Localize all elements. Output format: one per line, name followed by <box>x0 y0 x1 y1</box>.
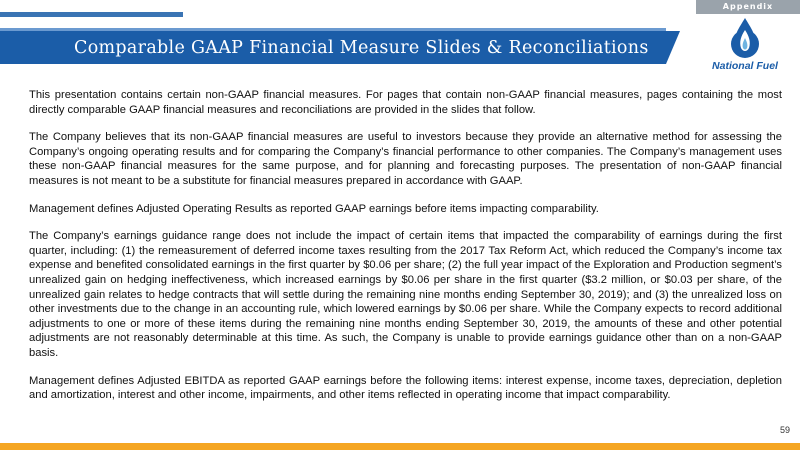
company-logo <box>705 16 785 74</box>
title-bar <box>0 31 666 64</box>
paragraph-earnings-guidance: The Company’s earnings guidance range does not include the impact of certain items that impacted the comparability of earnings during the first quarter, including: (1) the remeasurement of deferred income taxes resulting from the 2017 Tax Reform Act, which reduced the Company’s income tax expense and benefited consolidated earnings in the first quarter by $0.06 per share; (2) the full year impact of the Exploration and Production segment’s unrealized gain on hedging ineffectiveness, which increased earnings by $0.06 per share in the first quarter ($3.2 million, or $0.03 per share, of the unrealized gain relates to hedge contracts that will settle during the remaining nine months ending September 30, 2019); and (3) the unrealized loss on other investments due to the change in an accounting rule, which lowered earnings by $0.06 per share. While the Company expects to record additional adjustments to one or more of these items during the remaining nine months ending September 30, 2019, the amounts of these and other potential adjustments are not reasonably determinable at this time. As such, the Company is unable to provide earnings guidance other than on a non-GAAP basis. <box>29 230 782 359</box>
slide-title: Comparable GAAP Financial Measure Slides & Reconciliations <box>74 38 649 58</box>
page-number: 59 <box>779 425 790 435</box>
appendix-tab: Appendix <box>696 0 800 14</box>
bottom-accent-bar <box>0 443 800 450</box>
paragraph-adjusted-ebitda: Management defines Adjusted EBITDA as reported GAAP earnings before the following items: interest expense, income taxes, depreciation, depletion and amortization, interest and other income, impairments, and other items reflected in operating income that impact comparability. <box>29 374 782 402</box>
paragraph-intro: This presentation contains certain non-GAAP financial measures. For pages that contain non-GAAP financial measures, pages containing the most directly comparable GAAP financial measures and reconciliations are provided in the slides that follow. <box>29 89 782 116</box>
paragraph-adjusted-operating-results: Management defines Adjusted Operating Results as reported GAAP earnings before items impacting comparability. <box>29 202 599 215</box>
body-text <box>29 88 782 416</box>
flame-icon <box>729 16 761 60</box>
logo-wordmark: National Fuel <box>712 60 778 72</box>
top-accent-strip <box>0 12 183 17</box>
paragraph-usefulness: The Company believes that its non-GAAP financial measures are useful to investors because they provide an alternative method for assessing the Company’s ongoing operating results and for comparing the Company’s financial performance to other companies. The Company’s management uses these non-GAAP financial measures for the same purpose, and for planning and forecasting purposes. The presentation of non-GAAP financial measures is not meant to be a substitute for financial measures prepared in accordance with GAAP. <box>29 131 782 187</box>
